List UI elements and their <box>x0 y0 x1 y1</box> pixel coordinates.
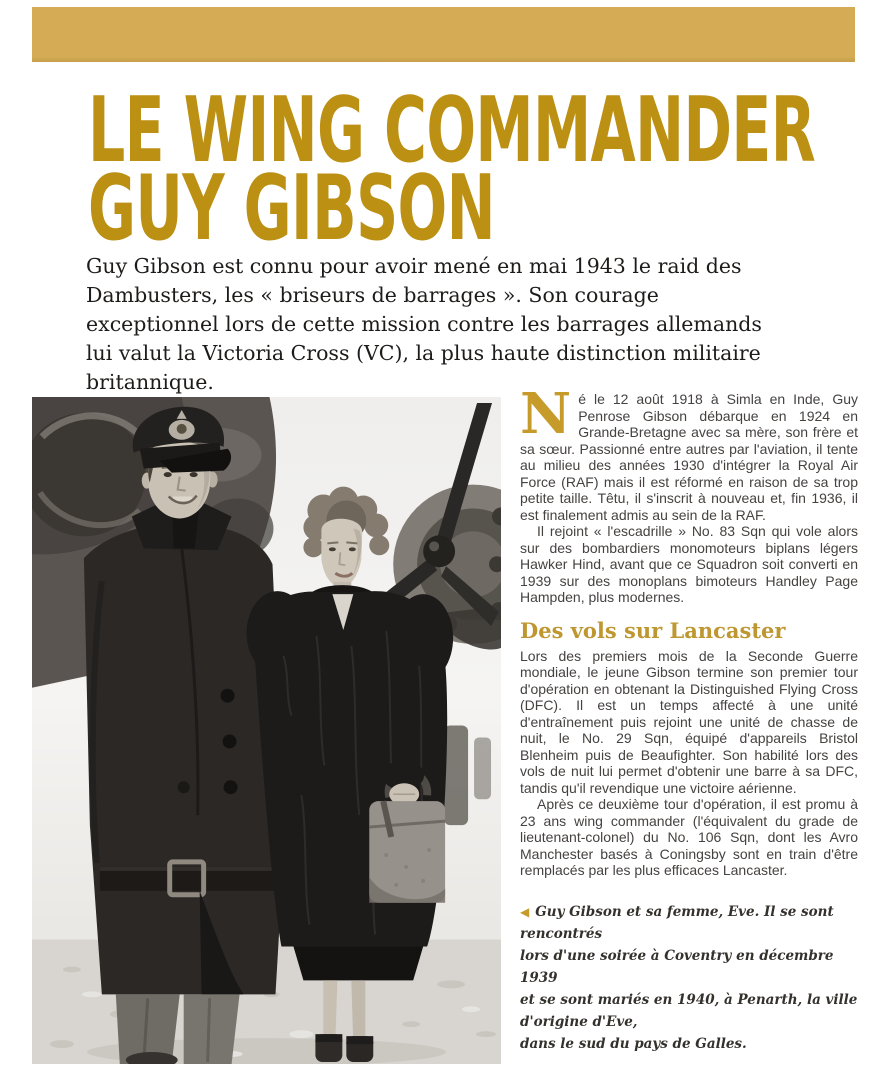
article-paragraph-3: Lors des premiers mois de la Seconde Guerre mondiale, le jeune Gibson termine son premier tour d'opération en obtenant la Distinguished Flying Cross (DFC). Il est un temps affecté à une unité d'entraînement puis rejoint une unité de chasse de nuit, le No. 29 Sqn, équipé d'appareils Bristol Blenheim puis de Beaufighter. Son habilité lors des vols de nuit lui permet d'obtenir une barre à sa DFC, tandis qu'il revendique une victoire aérienne. <box>520 647 858 796</box>
caption-arrow-icon: ◀ <box>520 904 530 919</box>
photo-caption-line-1 <box>520 901 858 945</box>
article-column <box>520 381 858 1055</box>
page-title <box>88 78 888 261</box>
article-paragraph-1 <box>520 381 858 523</box>
photo-illustration <box>32 397 501 1064</box>
article-paragraph-4: Après ce deuxième tour d'opération, il est promu à 23 ans wing commander (l'équivalent du grade de lieutenant-colonel) du No. 106 Sqn, dont les Avro Manchester basés à Coningsby sont en train d'être remplacés par les plus efficaces Lancaster. <box>520 796 858 878</box>
section-heading: Des vols sur Lancaster <box>520 617 786 643</box>
drop-cap: N <box>520 381 572 447</box>
photo-caption-line-3: et se sont mariés en 1940, à Penarth, la ville d'origine d'Eve, <box>520 991 858 1030</box>
intro-paragraph: Guy Gibson est connu pour avoir mené en mai 1943 le raid des Dambusters, les « briseurs de barrages ». Son courage exceptionnel lors de cette mission contre les barrages allemands lui valut la Victoria Cross (VC), la plus haute distinction militaire britannique. <box>86 254 762 394</box>
page-title-line-2: GUY GIBSON <box>88 156 495 261</box>
photo-caption-line-2: lors d'une soirée à Coventry en décembre 1939 <box>520 947 834 986</box>
article-paragraph-1-text: é le 12 août 1918 à Simla en Inde, Guy Penrose Gibson débarque en 1924 en Grande-Bretagne avec sa mère, son frère et sa sœur. Passionné entre autres par l'aviation, il tente au milieu des années 1930 d'intégrer la Royal Air Force (RAF) mais il est réformé en raison de sa trop petite taille. Têtu, il s'inscrit à nouveau et, fin 1936, il est finalement admis au sein de la RAF. <box>520 391 858 523</box>
photo-caption-line-4: dans le sud du pays de Galles. <box>520 1035 747 1052</box>
photo-caption-line-1-text: Guy Gibson et sa femme, Eve. Il se sont rencontrés <box>520 903 834 942</box>
photo-guy-gibson-and-eve <box>32 397 501 1064</box>
page-title-line-1: LE WING COMMANDER <box>88 78 816 183</box>
article-paragraph-2: Il rejoint « l'escadrille » No. 83 Sqn qui vole alors sur des bombardiers monomoteurs biplans légers Hawker Hind, avant que ce Squadron soit converti en 1939 sur des monoplans bimoteurs Handley Page Hampden, plus modernes. <box>520 523 858 605</box>
top-gold-band <box>32 7 855 62</box>
photo-caption <box>520 901 858 1055</box>
